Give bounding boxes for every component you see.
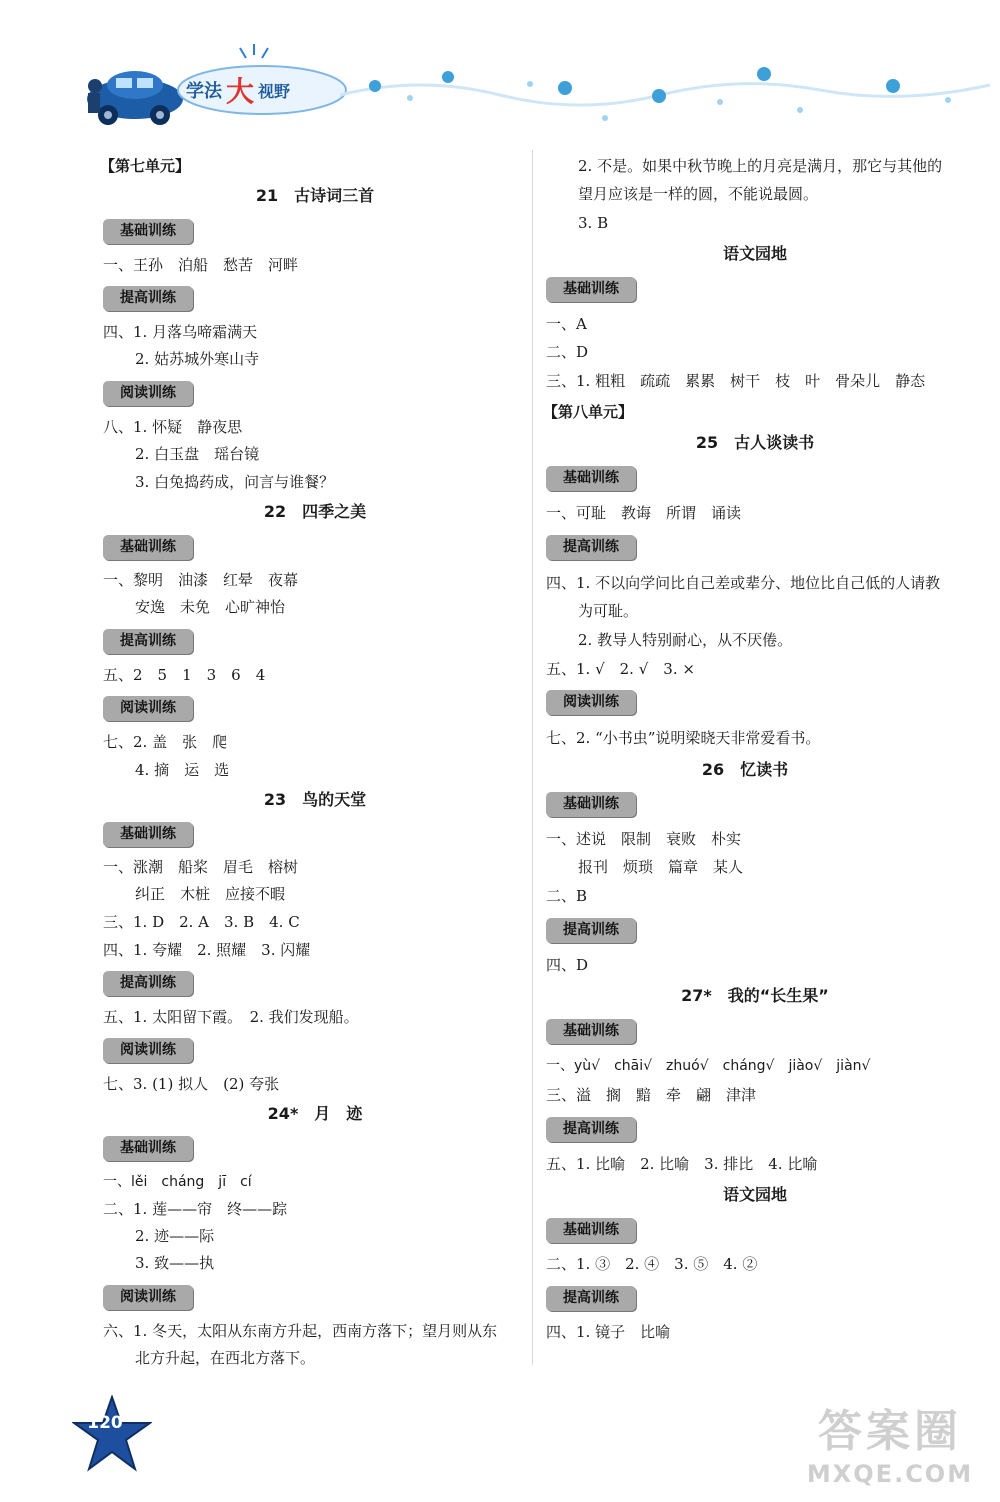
answer-line: 二、1. 莲——帘 终——踪 [103,1200,288,1218]
tag-advanced: 提高训练 [546,535,636,560]
column-divider [532,150,533,1365]
answer-line: 北方升起，在西北方落下。 [135,1349,316,1367]
yuwen-yuandi-title-2: 语文园地 [722,1185,787,1204]
watermark [790,1405,990,1495]
lesson-25-title: 25 古人谈读书 [695,433,815,452]
answer-line: 3. 致——执 [135,1254,215,1272]
lesson-22-title: 22 四季之美 [263,502,367,521]
tag-basic: 基础训练 [103,1136,193,1161]
tag-advanced: 提高训练 [546,918,636,943]
answer-line: 3. B [578,214,609,232]
answer-line: 五、1. 比喻 2. 比喻 3. 排比 4. 比喻 [546,1155,818,1173]
answer-line: 七、2. 盖 张 爬 [103,733,228,751]
answer-line: 六、1. 冬天，太阳从东南方升起，西南方落下；望月则从东 [103,1322,498,1340]
tag-advanced: 提高训练 [546,1286,636,1311]
answer-line: 一、涨潮 船桨 眉毛 榕树 [103,858,299,876]
unit-7-heading: 【第七单元】 [100,157,191,175]
answer-line: 纠正 木桩 应接不暇 [135,885,286,903]
answer-line: 二、D [546,343,589,361]
answer-line: 五、1. √ 2. √ 3. × [546,660,695,678]
tag-basic: 基础训练 [103,535,193,560]
answer-line: 三、1. D 2. A 3. B 4. C [103,913,300,931]
answer-line: 安逸 未免 心旷神怡 [135,598,286,616]
answer-line: 三、溢 搁 黯 牵 翩 津津 [546,1086,757,1104]
unit-8-heading: 【第八单元】 [543,403,634,421]
tag-reading: 阅读训练 [103,381,193,406]
answer-line: 五、2 5 1 3 6 4 [103,666,266,684]
tag-reading: 阅读训练 [103,1285,193,1310]
answer-line: 一、lěi cháng jī cí [103,1174,252,1190]
answer-line: 二、1. ③ 2. ④ 3. ⑤ 4. ② [546,1255,758,1273]
brand-part2: 大 [226,75,255,108]
answer-line: 望月应该是一样的圆，不能说最圆。 [578,185,819,203]
answer-line: 四、1. 不以向学问比自己差或辈分、地位比自己低的人请教 [546,574,941,592]
tag-basic: 基础训练 [546,1218,636,1243]
tag-reading: 阅读训练 [103,1038,193,1063]
tag-basic: 基础训练 [546,277,636,302]
tag-basic: 基础训练 [546,792,636,817]
answer-line: 一、黎明 油漆 红晕 夜幕 [103,571,299,589]
tag-basic: 基础训练 [546,466,636,491]
page-header [0,0,1000,150]
brand-part3: 视野 [258,81,291,101]
answer-line: 一、A [546,315,587,333]
answer-line: 七、3. (1) 拟人 (2) 夸张 [103,1075,280,1093]
lesson-27-title: 27* 我的“长生果” [681,986,829,1005]
tag-advanced: 提高训练 [546,1117,636,1142]
answer-line: 三、1. 粗粗 疏疏 累累 树干 枝 叶 骨朵儿 静态 [546,372,926,390]
answer-line: 4. 摘 运 选 [135,761,230,779]
answer-line: 七、2. “小书虫”说明梁晓天非常爱看书。 [546,729,821,747]
lesson-21-title: 21 古诗词三首 [255,186,375,205]
answer-line: 四、1. 夸耀 2. 照耀 3. 闪耀 [103,941,311,959]
answer-line: 2. 不是。如果中秋节晚上的月亮是满月，那它与其他的 [578,157,943,175]
page-number: 120 [87,1413,123,1433]
answer-line: 四、1. 镜子 比喻 [546,1323,671,1341]
answer-line: 报刊 烦琐 篇章 某人 [578,858,744,876]
answer-line: 四、D [546,956,589,974]
lesson-26-title: 26 忆读书 [701,760,789,779]
tag-advanced: 提高训练 [103,971,193,996]
answer-line: 八、1. 怀疑 静夜思 [103,418,243,436]
answer-line: 3. 白兔捣药成，问言与谁餐？ [135,473,335,491]
tag-basic: 基础训练 [103,219,193,244]
answer-line: 为可耻。 [578,602,639,620]
answer-line: 2. 白玉盘 瑶台镜 [135,445,260,463]
answer-line: 五、1. 太阳留下霞。 2. 我们发现船。 [103,1008,359,1026]
lesson-24-title: 24* 月 迹 [267,1104,363,1123]
answer-line: 一、yù√ chāi√ zhuó√ cháng√ jiào√ jiàn√ [546,1058,871,1074]
tag-basic: 基础训练 [546,1019,636,1044]
answer-line: 四、1. 月落乌啼霜满天 [103,323,258,341]
tag-advanced: 提高训练 [103,629,193,654]
answer-line: 一、可耻 教诲 所谓 诵读 [546,504,742,522]
brand-logo [186,72,336,108]
answer-line: 一、王孙 泊船 愁苦 河畔 [103,256,299,274]
car-icon [87,71,183,125]
header-decoration [0,0,1000,150]
tag-reading: 阅读训练 [546,690,636,715]
tag-advanced: 提高训练 [103,286,193,311]
answer-line: 2. 迹——际 [135,1227,215,1245]
watermark-logo: 答案圈 [818,1406,962,1457]
answer-line: 二、B [546,887,588,905]
page-number-star-icon [72,1395,152,1475]
brand-part1: 学法 [186,81,222,102]
answer-line: 2. 教导人特别耐心，从不厌倦。 [578,631,793,649]
answer-line: 2. 姑苏城外寒山寺 [135,350,260,368]
answer-line: 一、述说 限制 衰败 朴实 [546,830,742,848]
yuwen-yuandi-title: 语文园地 [722,244,787,263]
watermark-url: MXQE.COM [806,1460,974,1488]
tag-reading: 阅读训练 [103,696,193,721]
tag-basic: 基础训练 [103,822,193,847]
lesson-23-title: 23 鸟的天堂 [263,790,367,809]
